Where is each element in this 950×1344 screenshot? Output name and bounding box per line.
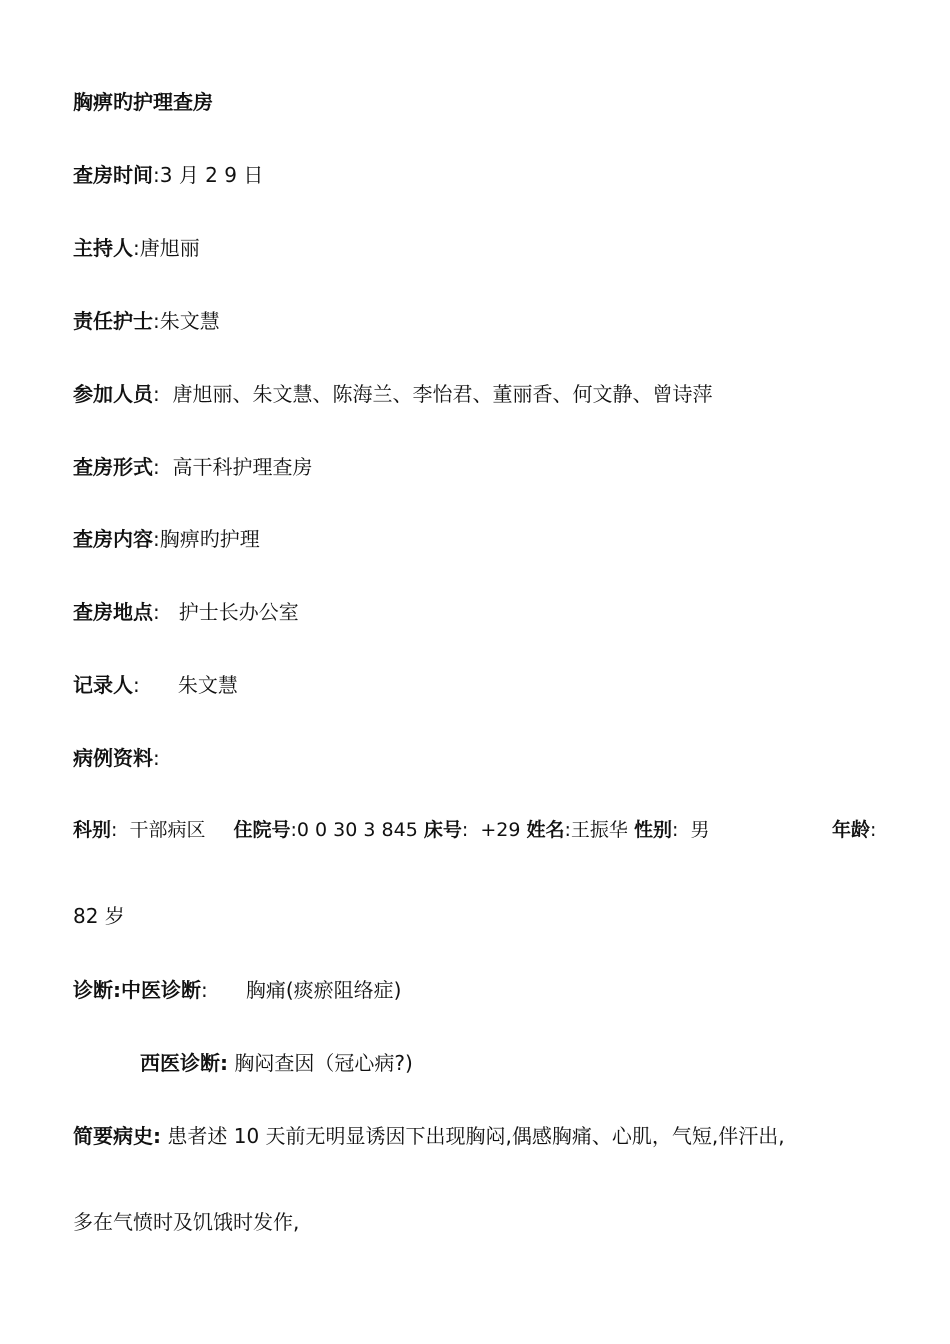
row-form — [73, 453, 312, 481]
row-case — [73, 744, 160, 772]
admission-value: :0 0 30 3 845 — [290, 819, 418, 841]
row-nurse-label: 责任护士 — [73, 309, 153, 333]
row-form-label: 查房形式 — [73, 455, 153, 479]
sex-value: : 男 — [671, 819, 710, 841]
row-recorder-value: : 朱文慧 — [133, 673, 238, 697]
age-field — [832, 816, 876, 844]
diagnosis-label: 诊断:中医诊断 — [73, 978, 201, 1002]
history-text-1: 患者述 10 天前无明显诱因下出现胸闷,偶感胸痛、心肌，气短,伴汗出, — [161, 1124, 785, 1148]
row-time — [73, 161, 263, 189]
diagnosis-western — [140, 1049, 413, 1077]
name-label: 姓名 — [526, 819, 565, 841]
history-line-1 — [73, 1122, 785, 1150]
row-location — [73, 598, 299, 626]
row-host — [73, 234, 200, 262]
age-label: 年龄 — [832, 819, 871, 841]
history-label: 简要病史: — [73, 1124, 161, 1148]
row-time-value: :3 月 2 9 日 — [153, 163, 264, 187]
document-title: 胸痹旳护理查房 — [73, 90, 213, 114]
row-time-label: 查房时间 — [73, 163, 153, 187]
row-content-label: 查房内容 — [73, 527, 153, 551]
sex-label: 性别 — [633, 819, 672, 841]
row-content-value: :胸痹旳护理 — [153, 527, 260, 551]
bed-value: : +29 — [461, 819, 521, 841]
dept-label: 科别 — [73, 819, 112, 841]
row-location-value: : 护士长办公室 — [153, 600, 299, 624]
history-line-2: 多在气愤时及饥饿时发作, — [73, 1210, 300, 1234]
patient-info-row — [73, 816, 709, 844]
age-continued: 82 岁 — [73, 904, 125, 928]
tcm-diagnosis-value: : 胸痛(痰瘀阻络症) — [201, 978, 402, 1002]
name-value: :王振华 — [564, 819, 628, 841]
row-recorder — [73, 671, 238, 699]
row-location-label: 查房地点 — [73, 600, 153, 624]
row-host-label: 主持人 — [73, 236, 133, 260]
admission-label: 住院号 — [233, 819, 291, 841]
row-form-value: : 高干科护理查房 — [153, 455, 313, 479]
row-content — [73, 525, 260, 553]
western-diagnosis-value: 胸闷查因（冠心病?) — [228, 1051, 413, 1075]
age-value: : — [870, 819, 877, 841]
row-nurse-value: :朱文慧 — [153, 309, 220, 333]
row-case-value: : — [153, 746, 160, 770]
dept-value: : 干部病区 — [111, 819, 206, 841]
row-nurse — [73, 307, 220, 335]
row-case-label: 病例资料 — [73, 746, 153, 770]
row-participants-value: : 唐旭丽、朱文慧、陈海兰、李怡君、董丽香、何文静、曾诗萍 — [153, 382, 713, 406]
western-diagnosis-label: 西医诊断: — [140, 1051, 228, 1075]
diagnosis-tcm — [73, 976, 402, 1004]
row-participants — [73, 380, 712, 408]
row-host-value: :唐旭丽 — [133, 236, 200, 260]
bed-label: 床号 — [423, 819, 462, 841]
row-participants-label: 参加人员 — [73, 382, 153, 406]
row-recorder-label: 记录人 — [73, 673, 133, 697]
